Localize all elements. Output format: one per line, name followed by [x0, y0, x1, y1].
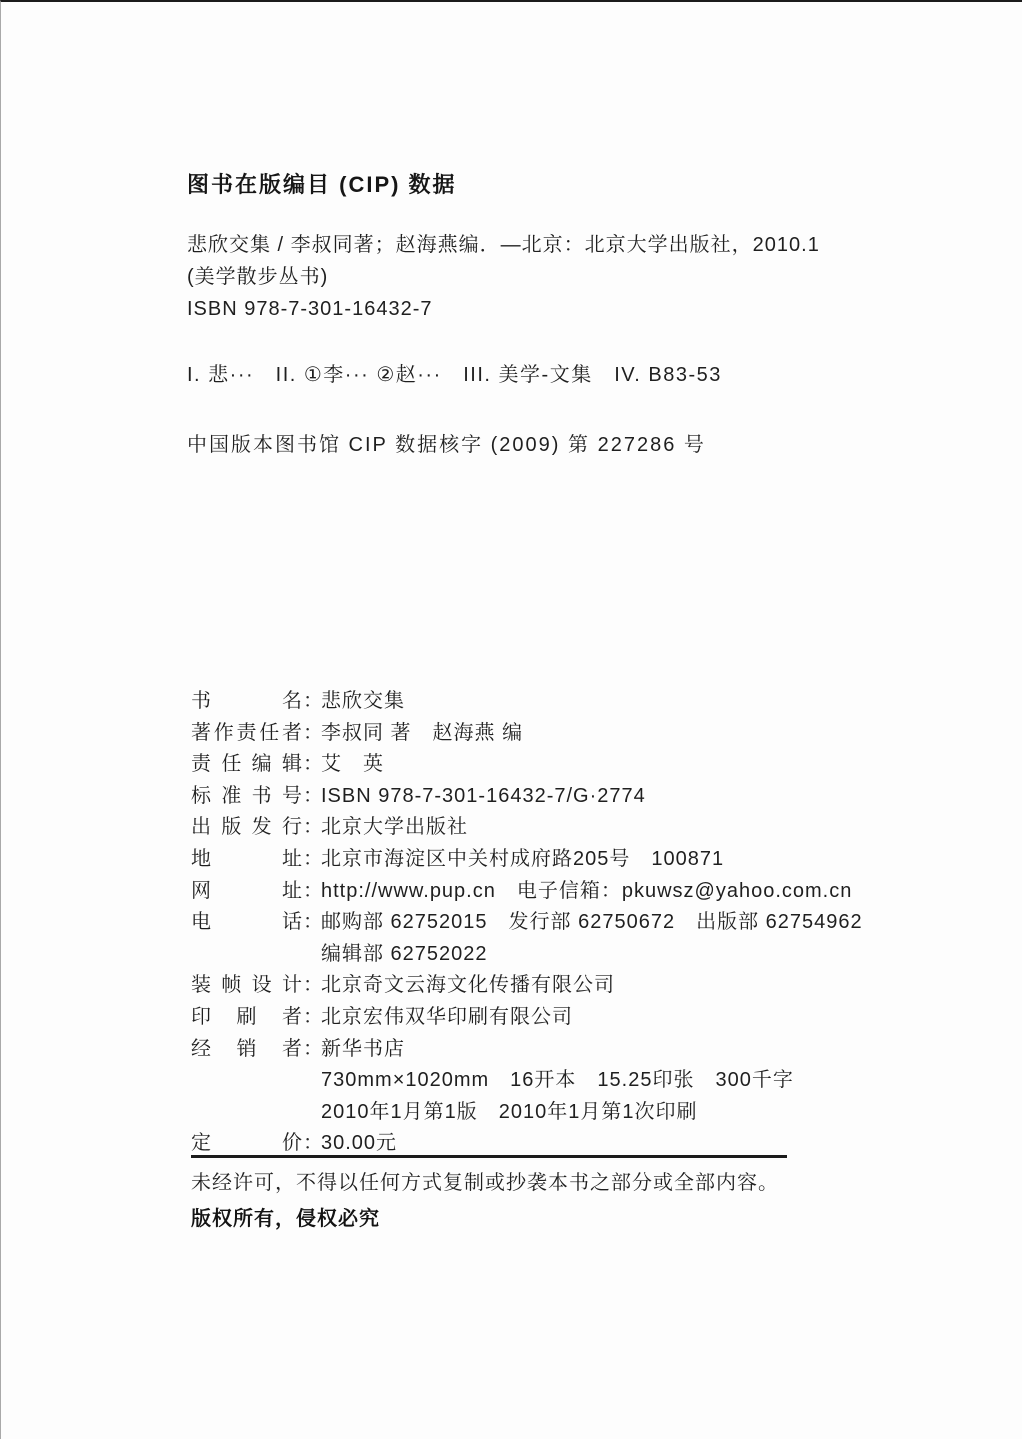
colophon-row-edition [191, 1097, 971, 1129]
colophon-row-isbn [191, 781, 971, 813]
row-colon: ： [303, 911, 324, 934]
row-value: ISBN 978-7-301-16432-7/G·2774 [321, 784, 646, 807]
row-value: 北京宏伟双华印刷有限公司 [321, 1005, 573, 1028]
row-colon: ： [303, 1005, 324, 1028]
notice-line: 未经许可，不得以任何方式复制或抄袭本书之部分或全部内容。 [191, 1172, 779, 1194]
row-colon: ： [303, 753, 324, 776]
notice-block [191, 1165, 891, 1237]
row-colon: ： [303, 721, 324, 744]
cip-description [187, 229, 907, 325]
row-label: 地址 [191, 847, 303, 870]
row-colon: ： [303, 1132, 324, 1155]
row-colon: ： [303, 974, 324, 997]
row-value: 编辑部 62752022 [321, 942, 488, 965]
row-label: 装帧设计 [191, 974, 303, 997]
colophon-row-phone [191, 907, 971, 939]
colophon-row-phone-cont [191, 939, 971, 971]
row-colon: ： [303, 847, 324, 870]
row-value: 李叔同 著 赵海燕 编 [321, 721, 524, 744]
row-value: 悲欣交集 [321, 690, 405, 712]
row-label: 印刷者 [191, 1005, 303, 1028]
row-colon: ： [303, 690, 324, 712]
colophon-row-design [191, 970, 971, 1002]
cip-title-line: 悲欣交集 / 李叔同著；赵海燕编．—北京：北京大学出版社，2010.1 [187, 234, 820, 256]
row-colon: ： [303, 879, 324, 902]
divider-rule [191, 1155, 787, 1158]
row-label: 著作责任者 [191, 721, 303, 744]
colophon-row-editor [191, 749, 971, 781]
row-value: 北京市海淀区中关村成府路205号 100871 [321, 847, 725, 870]
row-label: 书名 [191, 690, 303, 712]
row-value: 艾 英 [321, 753, 384, 776]
colophon-row-website [191, 876, 971, 908]
row-label: 出版发行 [191, 816, 303, 839]
row-value: 30.00元 [321, 1132, 398, 1155]
colophon-row-authors [191, 718, 971, 750]
colophon-row-title [191, 686, 971, 718]
row-colon: ： [303, 816, 324, 839]
colophon-row-format [191, 1065, 971, 1097]
row-value: 北京奇文云海文化传播有限公司 [321, 974, 615, 997]
colophon-row-distributor [191, 1034, 971, 1066]
cip-isbn-line: ISBN 978-7-301-16432-7 [187, 298, 433, 320]
copyright-line: 版权所有，侵权必究 [191, 1208, 380, 1230]
row-label: 经销者 [191, 1037, 303, 1060]
colophon-row-publisher [191, 812, 971, 844]
row-value: 2010年1月第1版 2010年1月第1次印刷 [321, 1100, 698, 1123]
row-value: 新华书店 [321, 1037, 405, 1060]
colophon-row-printer [191, 1002, 971, 1034]
cip-classification-line: I. 悲··· II. ①李··· ②赵··· III. 美学-文集 IV. B83-53 [187, 364, 722, 386]
row-label: 标准书号 [191, 784, 303, 807]
row-label: 网址 [191, 879, 303, 902]
colophon-row-address [191, 844, 971, 876]
row-label: 电话 [191, 911, 303, 934]
row-colon: ： [303, 1037, 324, 1060]
row-label: 定价 [191, 1132, 303, 1155]
cip-series-line: (美学散步丛书) [187, 266, 329, 288]
row-value: 邮购部 62752015 发行部 62750672 出版部 62754962 [321, 911, 863, 934]
colophon-block [191, 686, 971, 1160]
cip-block [187, 168, 907, 461]
row-value: http://www.pup.cn 电子信箱：pkuwsz@yahoo.com.cn [321, 879, 853, 902]
cip-heading: 图书在版编目 (CIP) 数据 [187, 172, 457, 197]
row-value: 730mm×1020mm 16开本 15.25印张 300千字 [321, 1069, 794, 1092]
row-colon: ： [303, 784, 324, 807]
cip-record-line: 中国版本图书馆 CIP 数据核字 (2009) 第 227286 号 [187, 434, 706, 456]
row-value: 北京大学出版社 [321, 816, 468, 839]
row-label: 责任编辑 [191, 753, 303, 776]
